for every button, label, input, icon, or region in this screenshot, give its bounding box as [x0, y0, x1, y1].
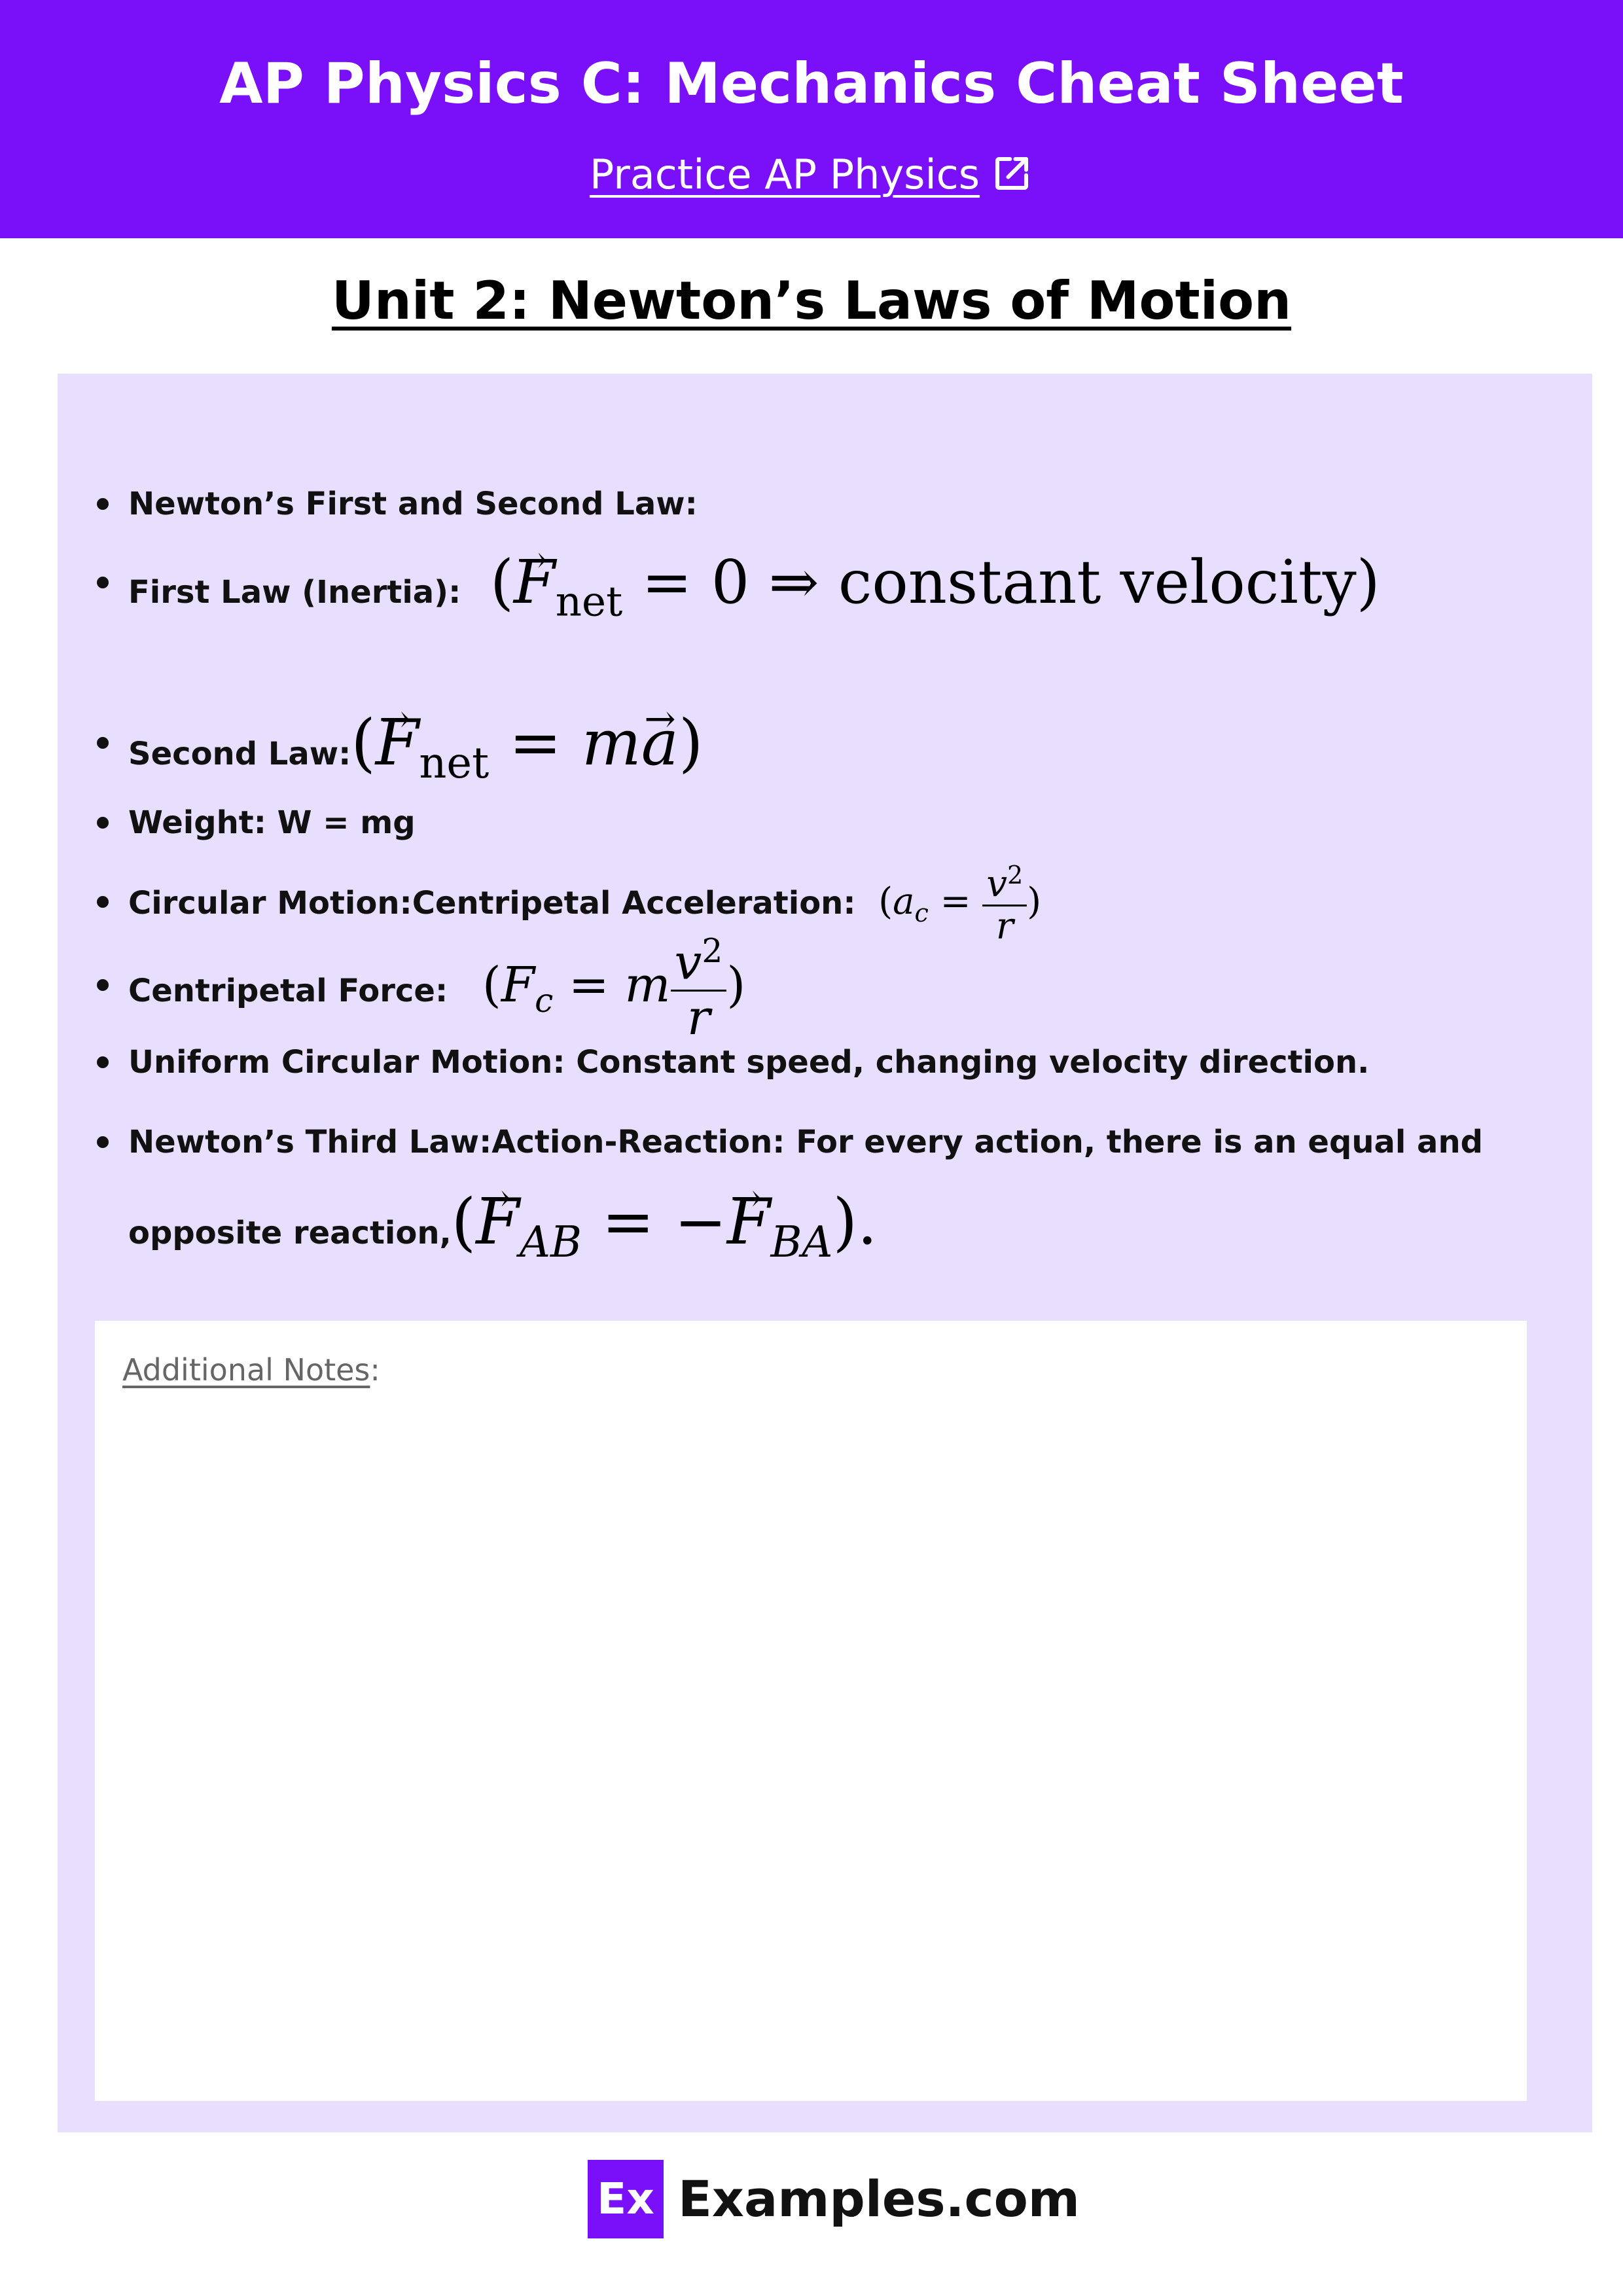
- unit-title: Unit 2: Newton’s Laws of Motion: [331, 270, 1292, 331]
- list-item-first-law: First Law (Inertia): (→ $F_{net} = 0$ ⇒ constant velocity): [128, 537, 1380, 628]
- practice-link-row: [0, 145, 1623, 204]
- practice-link[interactable]: Practice AP Physics: [589, 151, 980, 198]
- third-law-equation: (→ $F_{AB}$ = −→ $F_{BA}$).: [452, 1185, 878, 1259]
- list-item-centripetal-force: Centripetal Force: ($F_c = m$ $\frac{v^2}{r}$ ): [128, 929, 745, 1041]
- bullet: [97, 498, 109, 510]
- bullet: [97, 896, 109, 908]
- header: [0, 0, 1623, 238]
- footer: [0, 2160, 1623, 2245]
- bullet: [97, 1056, 109, 1068]
- list-item-weight: Weight: W = mg: [128, 800, 416, 846]
- centripetal-force-equation: ($F_c = m$ $\frac{v^2}{r}$ ): [482, 931, 746, 1046]
- additional-notes-label: Additional Notes:: [122, 1352, 380, 1388]
- bullet: [97, 817, 109, 829]
- sheet-title: AP Physics C: Mechanics Cheat Sheet: [219, 51, 1404, 117]
- bullet: [97, 577, 109, 588]
- third-law-continuation: opposite reaction,(→ $F_{AB}$ = −→ $F_{BA}$).: [128, 1179, 878, 1265]
- bullet: [97, 737, 109, 749]
- list-item-second-law: Second Law:(→ $F_{net} = m\to a$): [128, 694, 703, 792]
- list-item-uniform-circular-motion: Uniform Circular Motion: Constant speed, changing velocity direction.: [128, 1039, 1369, 1085]
- centripetal-acceleration-equation: ($a_c$ = $\frac{v^2}{r}$ ): [878, 860, 1042, 948]
- external-link-icon[interactable]: [990, 152, 1033, 195]
- examples-brand: Examples.com: [678, 2170, 1080, 2228]
- second-law-equation: (→ $F_{net} = m\to a$): [351, 706, 703, 780]
- bullet: [97, 979, 109, 991]
- list-item-laws-heading: Newton’s First and Second Law:: [128, 481, 698, 527]
- examples-logo-mark: Ex: [588, 2160, 664, 2238]
- list-item-third-law: Newton’s Third Law:Action-Reaction: For every action, there is an equal and: [128, 1119, 1483, 1165]
- list-item-centripetal-acceleration: Circular Motion:Centripetal Acceleration: ($a_c$ = $\frac{v^2}{r}$ ): [128, 844, 1041, 960]
- first-law-equation: (→ $F_{net} = 0$ ⇒ constant velocity): [490, 547, 1380, 617]
- additional-notes-box[interactable]: [95, 1321, 1527, 2101]
- bullet: [97, 1136, 109, 1148]
